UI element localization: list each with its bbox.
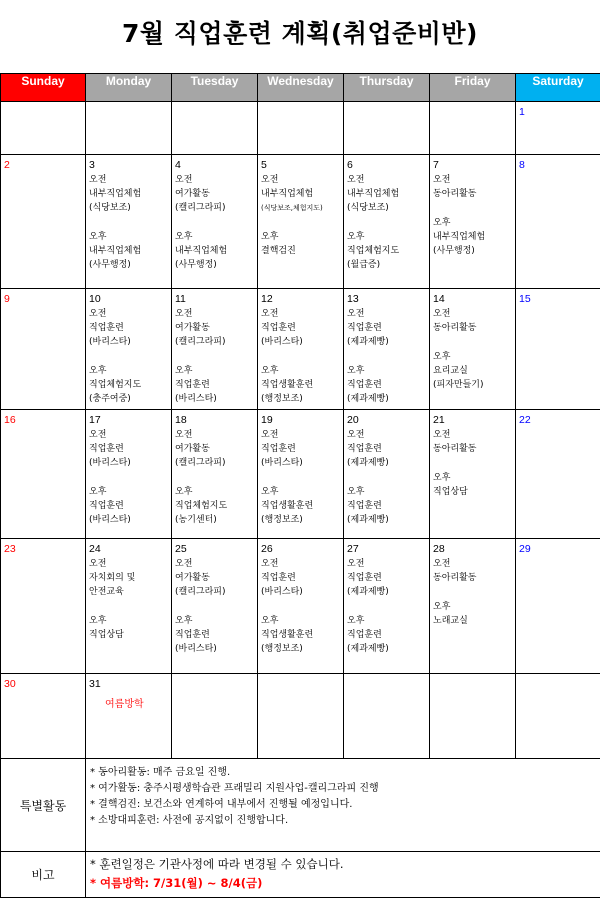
schedule-line: (식당보조) [347,201,426,215]
schedule-line: (캘리그라피) [175,456,254,470]
schedule-gap [433,201,512,215]
day-number: 18 [175,413,254,427]
schedule-line: 직업훈련 [89,499,168,513]
schedule-line: 노래교실 [433,614,512,628]
calendar-day-cell [430,539,516,674]
day-number: 8 [519,158,597,172]
calendar-day-cell [344,155,430,289]
header-wednesday: Wednesday [258,74,344,102]
special-activities-row [1,759,600,852]
schedule-line: (바리스타) [89,456,168,470]
day-number: 21 [433,413,512,427]
header-monday: Monday [86,74,172,102]
schedule-line: 오후 [347,364,426,378]
schedule-line: 안전교육 [89,585,168,599]
remarks-row [1,852,600,898]
day-number: 11 [175,292,254,306]
schedule-gap [347,349,426,363]
schedule-gap [175,599,254,613]
schedule-line: 직업훈련 [261,321,340,335]
day-number: 27 [347,542,426,556]
schedule-line: (제과제빵) [347,456,426,470]
day-number: 29 [519,542,597,556]
schedule-line: 오전 [347,557,426,571]
schedule-gap [89,349,168,363]
morning-schedule [89,307,168,349]
schedule-line: 오전 [261,428,340,442]
calendar-day-cell [1,674,86,759]
day-number: 30 [4,677,82,691]
schedule-line: 내부직업체험 [175,244,254,258]
schedule-line: 자치회의 및 [89,571,168,585]
afternoon-schedule [261,485,340,527]
calendar-day-cell [172,102,258,155]
calendar-day-cell [1,102,86,155]
calendar-day-cell [430,410,516,539]
day-number: 6 [347,158,426,172]
schedule-line: 직업훈련 [347,378,426,392]
calendar-day-cell [516,155,600,289]
schedule-gap [175,215,254,229]
schedule-line: (사무행정) [89,258,168,272]
schedule-line: 동아리활동 [433,571,512,585]
morning-schedule [89,428,168,470]
schedule-line: (행정보조) [261,642,340,656]
schedule-line: 오후 [175,614,254,628]
day-number: 5 [261,158,340,172]
morning-schedule [433,173,512,201]
day-number: 7 [433,158,512,172]
schedule-line: (제과제빵) [347,513,426,527]
calendar-day-cell [430,102,516,155]
calendar-day-cell [1,539,86,674]
schedule-line: 직업생활훈련 [261,628,340,642]
schedule-line: 동아리활동 [433,442,512,456]
calendar-day-cell [516,674,600,759]
special-note: * 소방대피훈련: 사전에 공지없이 진행합니다. [90,813,596,829]
morning-schedule [347,307,426,349]
schedule-gap [433,456,512,470]
page-title: 7월 직업훈련 계획(취업준비반) [0,0,600,64]
calendar-day-cell [172,410,258,539]
schedule-line: 오전 [261,557,340,571]
schedule-line: 직업훈련 [347,571,426,585]
schedule-gap [261,599,340,613]
schedule-line: 직업체험지도 [175,499,254,513]
schedule-line: 오전 [433,173,512,187]
schedule-line: 직업훈련 [347,321,426,335]
schedule-line: (식당보조,체험지도) [261,201,340,215]
schedule-line: 직업생활훈련 [261,499,340,513]
schedule-line: (바리스타) [261,585,340,599]
morning-schedule [261,307,340,349]
day-number: 25 [175,542,254,556]
afternoon-schedule [347,485,426,527]
schedule-line: 오전 [261,307,340,321]
schedule-line: (제과제빵) [347,392,426,406]
calendar-day-cell [86,155,172,289]
calendar-day-cell [344,102,430,155]
schedule-line: 결핵검진 [261,244,340,258]
calendar-day-cell [258,410,344,539]
morning-schedule [261,173,340,215]
afternoon-schedule [347,364,426,406]
afternoon-schedule [89,364,168,406]
morning-schedule [175,173,254,215]
schedule-line: 직업체험지도 [347,244,426,258]
schedule-line: 오전 [347,307,426,321]
afternoon-schedule [175,364,254,406]
morning-schedule [433,557,512,585]
schedule-line: 오후 [347,230,426,244]
afternoon-schedule [175,230,254,272]
schedule-line: 오후 [261,230,340,244]
schedule-gap [89,599,168,613]
day-number: 22 [519,413,597,427]
schedule-line: (충주여중) [89,392,168,406]
day-number: 19 [261,413,340,427]
afternoon-schedule [261,614,340,656]
day-number: 1 [519,105,597,119]
schedule-line: (농기센터) [175,513,254,527]
schedule-line: 오후 [89,364,168,378]
afternoon-schedule [347,230,426,272]
calendar-day-cell [86,674,172,759]
special-note: * 결핵검진: 보건소와 연계하여 내부에서 진행될 예정입니다. [90,797,596,813]
calendar-week-row [1,410,600,539]
afternoon-schedule [433,216,512,258]
schedule-line: (바리스타) [89,335,168,349]
schedule-line: 오전 [175,428,254,442]
schedule-line: (식당보조) [89,201,168,215]
calendar-day-cell [430,155,516,289]
schedule-line: 내부직업체험 [89,244,168,258]
calendar-day-cell [258,155,344,289]
calendar-day-cell [516,289,600,410]
afternoon-schedule [89,614,168,642]
schedule-line: 오전 [347,173,426,187]
schedule-gap [433,585,512,599]
day-number: 3 [89,158,168,172]
schedule-line: (캘리그라피) [175,585,254,599]
schedule-line: (행정보조) [261,513,340,527]
morning-schedule [433,307,512,335]
schedule-line: 여가활동 [175,187,254,201]
calendar-week-row [1,539,600,674]
schedule-line: 오후 [175,364,254,378]
schedule-line: 직업훈련 [175,628,254,642]
schedule-gap [433,335,512,349]
calendar-day-cell [430,289,516,410]
calendar-day-cell [516,410,600,539]
schedule-line: (캘리그라피) [175,201,254,215]
weekday-header-row [1,74,600,102]
schedule-gap [261,349,340,363]
special-activities-notes [86,759,600,852]
schedule-line: 오후 [261,614,340,628]
afternoon-schedule [433,600,512,628]
day-number: 2 [4,158,82,172]
schedule-gap [261,215,340,229]
schedule-gap [89,470,168,484]
schedule-line: (월급증) [347,258,426,272]
schedule-line: 오후 [175,485,254,499]
schedule-line: 직업훈련 [261,442,340,456]
schedule-line: 직업훈련 [347,628,426,642]
schedule-line: 직업상담 [89,628,168,642]
schedule-line: 직업생활훈련 [261,378,340,392]
schedule-line: 오전 [261,173,340,187]
schedule-line: 직업훈련 [347,499,426,513]
schedule-line: 직업훈련 [89,442,168,456]
schedule-line: 오전 [89,557,168,571]
calendar-day-cell [86,539,172,674]
morning-schedule [261,428,340,470]
calendar-day-cell [258,674,344,759]
afternoon-schedule [89,230,168,272]
afternoon-schedule [175,614,254,656]
schedule-line: 오후 [433,216,512,230]
schedule-line: 오후 [347,485,426,499]
schedule-line: 여가활동 [175,571,254,585]
schedule-line: (피자만들기) [433,378,512,392]
calendar-day-cell [344,289,430,410]
schedule-gap [347,215,426,229]
calendar-day-cell [86,410,172,539]
day-number: 14 [433,292,512,306]
day-number: 24 [89,542,168,556]
calendar-day-cell [1,410,86,539]
schedule-line: 오후 [433,471,512,485]
schedule-line: (바리스타) [261,335,340,349]
schedule-line: (제과제빵) [347,585,426,599]
schedule-line: 오전 [89,428,168,442]
schedule-line: (바리스타) [175,642,254,656]
schedule-line: (사무행정) [175,258,254,272]
schedule-line: 오전 [89,173,168,187]
schedule-line: 직업상담 [433,485,512,499]
remarks-label: 비고 [1,852,86,898]
afternoon-schedule [347,614,426,656]
morning-schedule [347,557,426,599]
afternoon-schedule [261,230,340,258]
day-number: 12 [261,292,340,306]
remark-schedule-change: * 훈련일정은 기관사정에 따라 변경될 수 있습니다. [90,855,596,874]
morning-schedule [433,428,512,456]
day-number: 4 [175,158,254,172]
calendar-day-cell [86,102,172,155]
schedule-line: (바리스타) [261,456,340,470]
morning-schedule [175,557,254,599]
day-number: 9 [4,292,82,306]
header-thursday: Thursday [344,74,430,102]
schedule-line: 오전 [175,173,254,187]
schedule-line: 여가활동 [175,442,254,456]
calendar-day-cell [344,410,430,539]
calendar-week-row [1,155,600,289]
schedule-gap [261,470,340,484]
remarks-notes [86,852,600,898]
schedule-line: 오전 [433,557,512,571]
day-number: 26 [261,542,340,556]
calendar-day-cell [172,289,258,410]
header-friday: Friday [430,74,516,102]
schedule-line: 오후 [175,230,254,244]
schedule-line: 직업훈련 [261,571,340,585]
calendar-day-cell [258,102,344,155]
schedule-gap [175,349,254,363]
schedule-line: 여가활동 [175,321,254,335]
header-tuesday: Tuesday [172,74,258,102]
day-number: 23 [4,542,82,556]
calendar-day-cell [516,102,600,155]
calendar-day-cell [344,539,430,674]
schedule-line: 오전 [433,428,512,442]
calendar-day-cell [86,289,172,410]
afternoon-schedule [89,485,168,527]
header-sunday: Sunday [1,74,86,102]
calendar-day-cell [1,289,86,410]
schedule-line: (바리스타) [89,513,168,527]
schedule-line: 내부직업체험 [89,187,168,201]
schedule-gap [175,470,254,484]
schedule-line: 오전 [347,428,426,442]
special-note: * 여가활동: 충주시평생학습관 프래밀리 지원사업-캘리그라피 진행 [90,781,596,797]
header-saturday: Saturday [516,74,600,102]
calendar-week-row [1,102,600,155]
schedule-line: 오후 [347,614,426,628]
calendar-week-row [1,674,600,759]
schedule-line: 오전 [89,307,168,321]
schedule-line: 오후 [433,600,512,614]
schedule-line: 동아리활동 [433,321,512,335]
afternoon-schedule [261,364,340,406]
day-number: 17 [89,413,168,427]
calendar-day-cell [172,674,258,759]
day-number: 16 [4,413,82,427]
special-note: * 동아리활동: 매주 금요일 진행. [90,765,596,781]
schedule-line: 내부직업체험 [261,187,340,201]
day-number: 13 [347,292,426,306]
schedule-line: 오후 [89,230,168,244]
schedule-line: 직업훈련 [89,321,168,335]
calendar-day-cell [258,539,344,674]
special-activities-label: 특별활동 [1,759,86,852]
schedule-gap [347,470,426,484]
calendar-table [0,73,600,898]
day-number: 31 [89,677,168,691]
schedule-line: 직업훈련 [175,378,254,392]
schedule-line: 직업체험지도 [89,378,168,392]
schedule-line: 내부직업체험 [433,230,512,244]
schedule-line: 내부직업체험 [347,187,426,201]
schedule-line: (캘리그라피) [175,335,254,349]
morning-schedule [175,307,254,349]
schedule-line: 오전 [175,557,254,571]
calendar-day-cell [172,155,258,289]
morning-schedule [89,173,168,215]
morning-schedule [261,557,340,599]
morning-schedule [347,173,426,215]
afternoon-schedule [175,485,254,527]
schedule-line: 오전 [175,307,254,321]
day-number: 20 [347,413,426,427]
schedule-line: 오후 [433,350,512,364]
afternoon-schedule [433,350,512,392]
schedule-gap [89,215,168,229]
calendar-week-row [1,289,600,410]
morning-schedule [347,428,426,470]
remark-summer-vacation: * 여름방학: 7/31(월) ~ 8/4(금) [90,874,596,893]
schedule-line: (제과제빵) [347,642,426,656]
morning-schedule [89,557,168,599]
schedule-line: 요리교실 [433,364,512,378]
schedule-line: (바리스타) [175,392,254,406]
schedule-line: 오후 [261,485,340,499]
schedule-line: 오후 [261,364,340,378]
calendar-day-cell [172,539,258,674]
calendar-day-cell [344,674,430,759]
day-number: 28 [433,542,512,556]
schedule-line: 오후 [89,485,168,499]
schedule-line: 오전 [433,307,512,321]
day-number: 10 [89,292,168,306]
day-number: 15 [519,292,597,306]
vacation-note: 여름방학 [89,698,168,712]
schedule-line: 동아리활동 [433,187,512,201]
calendar-day-cell [258,289,344,410]
schedule-line: 오후 [89,614,168,628]
schedule-line: 직업훈련 [347,442,426,456]
afternoon-schedule [433,471,512,499]
calendar-day-cell [430,674,516,759]
schedule-line: (행정보조) [261,392,340,406]
calendar-day-cell [516,539,600,674]
schedule-line: (제과제빵) [347,335,426,349]
morning-schedule [175,428,254,470]
calendar-day-cell [1,155,86,289]
schedule-line: (사무행정) [433,244,512,258]
schedule-gap [347,599,426,613]
